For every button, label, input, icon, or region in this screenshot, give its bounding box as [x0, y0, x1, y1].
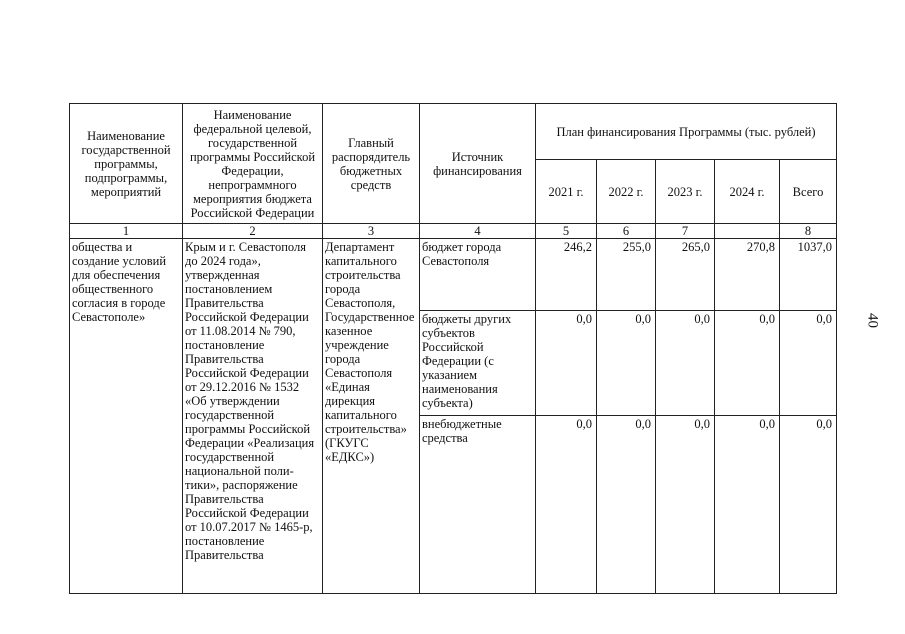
table-row [70, 239, 837, 311]
header-year-2023: 2023 г. [656, 160, 715, 224]
header-federal-program: Наименование федеральной целевой, государственной программы Российской Федерации, непрограммного мероприятия бюджета Российской Федерации [183, 104, 323, 224]
value-2022: 255,0 [597, 239, 656, 311]
funding-source-cell: внебюджетные средства [420, 416, 536, 594]
column-number: 8 [780, 224, 837, 239]
header-funding-source: Источник финансирования [420, 104, 536, 224]
header-financing-plan: План финансирования Программы (тыс. рублей) [536, 104, 837, 160]
column-number: 1 [70, 224, 183, 239]
financing-table [69, 103, 837, 594]
column-number: 2 [183, 224, 323, 239]
value-2024: 0,0 [715, 311, 780, 416]
column-number-row [70, 224, 837, 239]
column-number: 7 [656, 224, 715, 239]
header-year-2024: 2024 г. [715, 160, 780, 224]
value-2022: 0,0 [597, 311, 656, 416]
value-2023: 0,0 [656, 311, 715, 416]
header-year-2022: 2022 г. [597, 160, 656, 224]
budget-manager-cell: Департамент капитального строительства города Севастополя, Государственное казенное учреждение города Севастополя «Единая дирекция капитального строительства» (ГКУГС «ЕДКС») [323, 239, 420, 594]
value-total: 0,0 [780, 416, 837, 594]
value-2021: 246,2 [536, 239, 597, 311]
federal-program-cell: Крым и г. Севастополя до 2024 года», утвержденная постановлением Правительства Российской Федерации от 11.08.2014 № 790, постановление Правительства Российской Федерации от 29.12.2016 № 1532 «Об утверждении государственной программы Российской Федерации «Реализация государственной национальной поли-тики», распоряжение Правительства Российской Федерации от 10.07.2017 № 1465-р, постановление Правительства [183, 239, 323, 594]
header-budget-manager: Главный распорядитель бюджетных средств [323, 104, 420, 224]
value-total: 0,0 [780, 311, 837, 416]
value-total: 1037,0 [780, 239, 837, 311]
column-number: 6 [597, 224, 656, 239]
funding-source-cell: бюджеты других субъектов Российской Федерации (с указанием наименования субъекта) [420, 311, 536, 416]
value-2023: 265,0 [656, 239, 715, 311]
column-number: 3 [323, 224, 420, 239]
value-2024: 270,8 [715, 239, 780, 311]
column-number: 4 [420, 224, 536, 239]
header-year-2021: 2021 г. [536, 160, 597, 224]
program-name-cell: общества и создание условий для обеспечения общественного согласия в городе Севастополе» [70, 239, 183, 594]
column-number: 5 [536, 224, 597, 239]
column-number [715, 224, 780, 239]
funding-source-cell: бюджет города Севастополя [420, 239, 536, 311]
value-2021: 0,0 [536, 416, 597, 594]
page-number: 40 [864, 313, 881, 328]
value-2024: 0,0 [715, 416, 780, 594]
value-2022: 0,0 [597, 416, 656, 594]
header-total: Всего [780, 160, 837, 224]
value-2023: 0,0 [656, 416, 715, 594]
value-2021: 0,0 [536, 311, 597, 416]
header-program-name: Наименование государственной программы, подпрограммы, мероприятий [70, 104, 183, 224]
